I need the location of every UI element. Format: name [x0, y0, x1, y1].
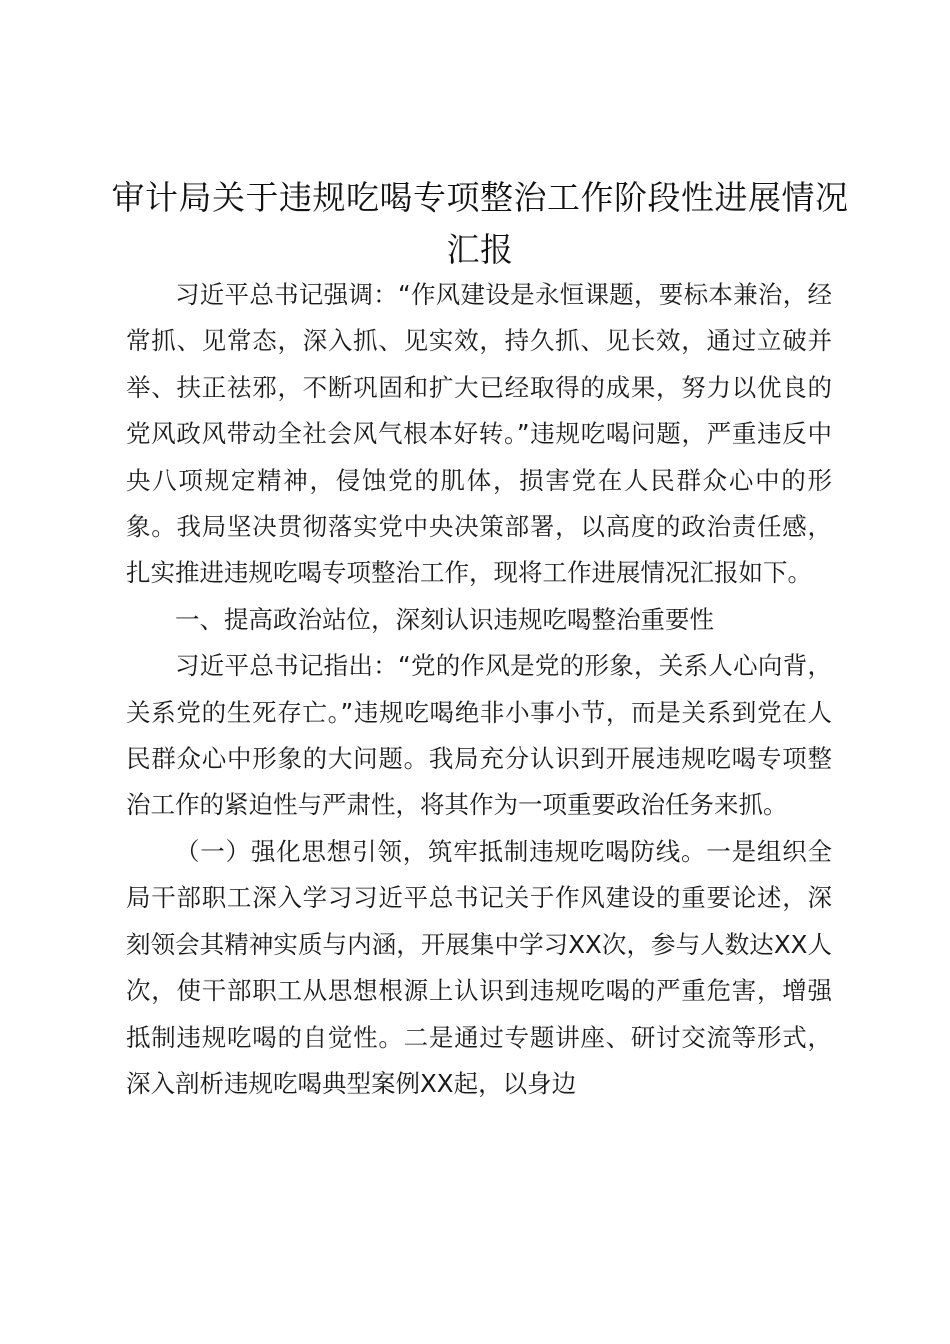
document-title: 审计局关于违规吃喝专项整治工作阶段性进展情况汇报 — [111, 178, 849, 269]
intro-paragraph: 习近平总书记强调：“作风建设是永恒课题，要标本兼治，经常抓、见常态，深入抓、见实效，持久抓、见长效，通过立破并举、扶正祛邪，不断巩固和扩大已经取得的成果，努力以优良的党风政风带动全社会风气根本好转。”违规吃喝问题，严重违反中央八项规定精神，侵蚀党的肌体，损害党在人民群众心中的形象。我局坚决贯彻落实党中央决策部署，以高度的政治责任感，扎实推进违规吃喝专项整治工作，现将工作进展情况汇报如下。 — [126, 280, 832, 588]
subsection-1-paragraph: （一）强化思想引领，筑牢抵制违规吃喝防线。一是组织全局干部职工深入学习习近平总书记关于作风建设的重要论述，深刻领会其精神实质与内涵，开展集中学习XX次，参与人数达XX人次，使干部职工从思想根源上认识到违规吃喝的严重危害，增强抵制违规吃喝的自觉性。二是通过专题讲座、研讨交流等形式，深入剖析违规吃喝典型案例XX起，以身边 — [126, 836, 832, 1098]
section-heading-1: 一、提高政治站位，深刻认识违规吃喝整治重要性 — [175, 604, 714, 634]
section-1-paragraph: 习近平总书记指出：“党的作风是党的形象，关系人心向背，关系党的生死存亡。”违规吃喝绝非小事小节，而是关系到党在人民群众心中形象的大问题。我局充分认识到开展违规吃喝专项整治工作的紧迫性与严肃性，将其作为一项重要政治任务来抓。 — [126, 651, 832, 820]
document-body — [126, 272, 832, 1107]
